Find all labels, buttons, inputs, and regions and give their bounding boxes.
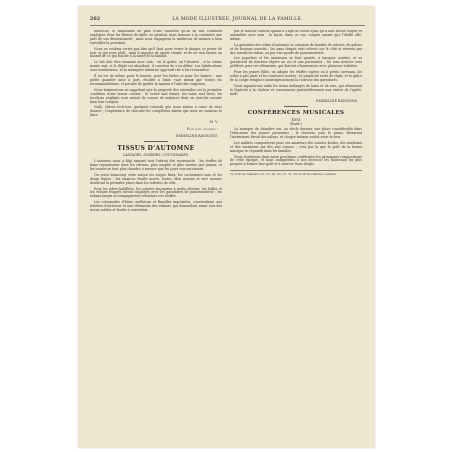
conference-heading: CONFÉRENCES MUSICALES: [247, 109, 345, 116]
signature-author: EMMELINE RAYMOND.: [316, 98, 358, 103]
article-paragraph: Les maîtres composèrent pour ces amateurs des sonates faciles, des rondeaux et des variations sur des airs connus ; c'est par là que le goût de la bonne musique se répandit dans les familles.: [230, 140, 362, 153]
article-paragraph: Pour les robes habillées, les soieries façonnées à petits dessins, les failles et les velours frappés seront employés avec les garnitures de passementerie ; les rubans larges accompagneront volontiers ces étoffes.: [90, 186, 222, 199]
article-paragraph: Nous terminerons en rappelant que la propreté des ustensiles est la première condition d'une bonne cuisine : le cuivre mal étamé, les vases mal lavés, les torchons négligés sont autant de causes de malaises dont on cherche ensuite bien loin l'origine.: [90, 87, 222, 104]
footnote: (1) Voir les numéros 12, 15, 19, 23, 27, 31, 35 et 38 de l'année courante.: [230, 170, 362, 177]
article-paragraph: L'automne nous a déjà ramené tout l'attrait des nouveautés : les étoffes de laine reparaissent dans les vitrines, plus souples et plus variées que jamais, et les teintes se font plus chaudes à mesure que les jours raccourcissent.: [90, 159, 222, 171]
magazine-page: [78, 6, 375, 448]
article-paragraph: Voilà, chères lectrices, quelques conseils que nous avions à cœur de vous donner ; l'expérience de chacune les complètera mieux que nous ne saurions le faire.: [90, 105, 222, 118]
conference-subheading: (Suite.): [289, 122, 303, 127]
conference-number: XVII: [291, 117, 301, 123]
article-paragraph: Les jaquettes et les manteaux se font ajustés, à basques courtes, et se garnissent de fourrure légère au col et aux parements ; les tons neutres sont préférés pour ces vêtements, qui doivent s'harmoniser avec plusieurs toilettes.: [230, 56, 362, 69]
article-paragraph: Nous ne voulons certes pas dire qu'il faut, pour éviter le danger, se priver de tout ce qui nous plaît ; mais il importe de savoir choisir, et de ne rien laisser au hasard de ce qui touche à la santé de la famille.: [90, 46, 222, 59]
signature-note: Pour copie conforme :: [186, 127, 218, 132]
signature-initials: M. V.: [209, 120, 218, 125]
article-paragraph: Les cotonnades d'hiver, molletons et flanelles imprimées, conviendront aux toilettes d'intérieur et aux vêtements des enfants, qui demandent avant tout des tissus solides et faciles à entretenir.: [90, 200, 222, 213]
article-paragraph: naturelle, et finalement on pâlit d'une faiblesse qu'on ne sait comment expliquer. Pour les ébènes de table, en général, nous laissons à la cuisinière une part de son discernement ; mais nous engageons la maîtresse de maison à bien surveiller la provision.: [90, 30, 222, 45]
left-column: [90, 30, 222, 438]
article-paragraph: On verra beaucoup cette saison les serges fines, les cachemires unis et les draps légers ; les nuances feuille morte, loutre, bleu marine et vert mousse tiendront la première place dans les toilettes de ville.: [90, 172, 222, 185]
article-paragraph: Pour les jeunes filles, on adopte les étoffes rayées ou à petits carreaux, les robes à plis plats et les ceintures nouées ; la simplicité reste de règle, et la grâce de la coupe remplace avantageusement la richesse des garnitures.: [230, 70, 362, 82]
right-column: [230, 30, 362, 438]
page-header: [90, 16, 365, 26]
page-number: 202: [90, 17, 101, 22]
section-subheading: LAINAGES, SOIERIES, COTONNADES.: [122, 153, 190, 158]
section-heading: TISSUS D'AUTOMNE: [117, 145, 195, 153]
section-divider: [144, 141, 168, 142]
article-paragraph: Il en est de même pour le beurre, pour les huiles et pour les farines ; une petite quantité mise à part, étudiée à loisir, vaut mieux que toutes les recommandations, et permet de garder la maison à l'abri des surprises.: [90, 74, 222, 86]
article-paragraph: Nous étudierons dans notre prochaine conférence les principaux compositeurs de cette époque, et nous indiquerons à nos lectrices les morceaux les plus propres à former leur goût et à exercer leurs doigts.: [230, 154, 362, 167]
article-paragraph: La garniture des robes d'automne se compose de bandes de velours, de galons et de boutons assortis ; les pans drapés sont relevés sur le côté et retenus par des nœuds de ruban, ou par une agrafe de passementerie.: [230, 42, 362, 55]
article-paragraph: La musique de chambre eut, au siècle dernier, une place considérable dans l'éducation des jeunes personnes ; le clavecin, puis le piano, devinrent l'instrument favori des salons, et chaque maison voulut avoir le sien.: [230, 127, 362, 139]
signature-author: EMMELINE RAYMOND.: [176, 134, 218, 139]
article-paragraph: par le tailleur, surtout quand il s'agit de tissus épais qu'il faut savoir couper et assembler avec soin ; la façon, dans ce cas, compte autant que l'étoffe elle-même.: [230, 30, 362, 41]
section-divider: [284, 106, 308, 107]
journal-title: LA MODE ILLUSTRÉE, JOURNAL DE LA FAMILLE.: [172, 17, 303, 22]
article-paragraph: Le lait doit être examiné avec soin : on le goûte, on l'observe ; si la crème monte mal, si le dépôt est abondant, il convient de s'en défier. Les falsifications sont nombreuses, et la ménagère attentive apprend vite à les reconnaître.: [90, 60, 222, 73]
article-paragraph: Nous signalerons enfin les tissus mélangés de laine et de soie, qui réunissent la légèreté à la chaleur et conviennent particulièrement aux visites de l'après-midi.: [230, 83, 362, 96]
